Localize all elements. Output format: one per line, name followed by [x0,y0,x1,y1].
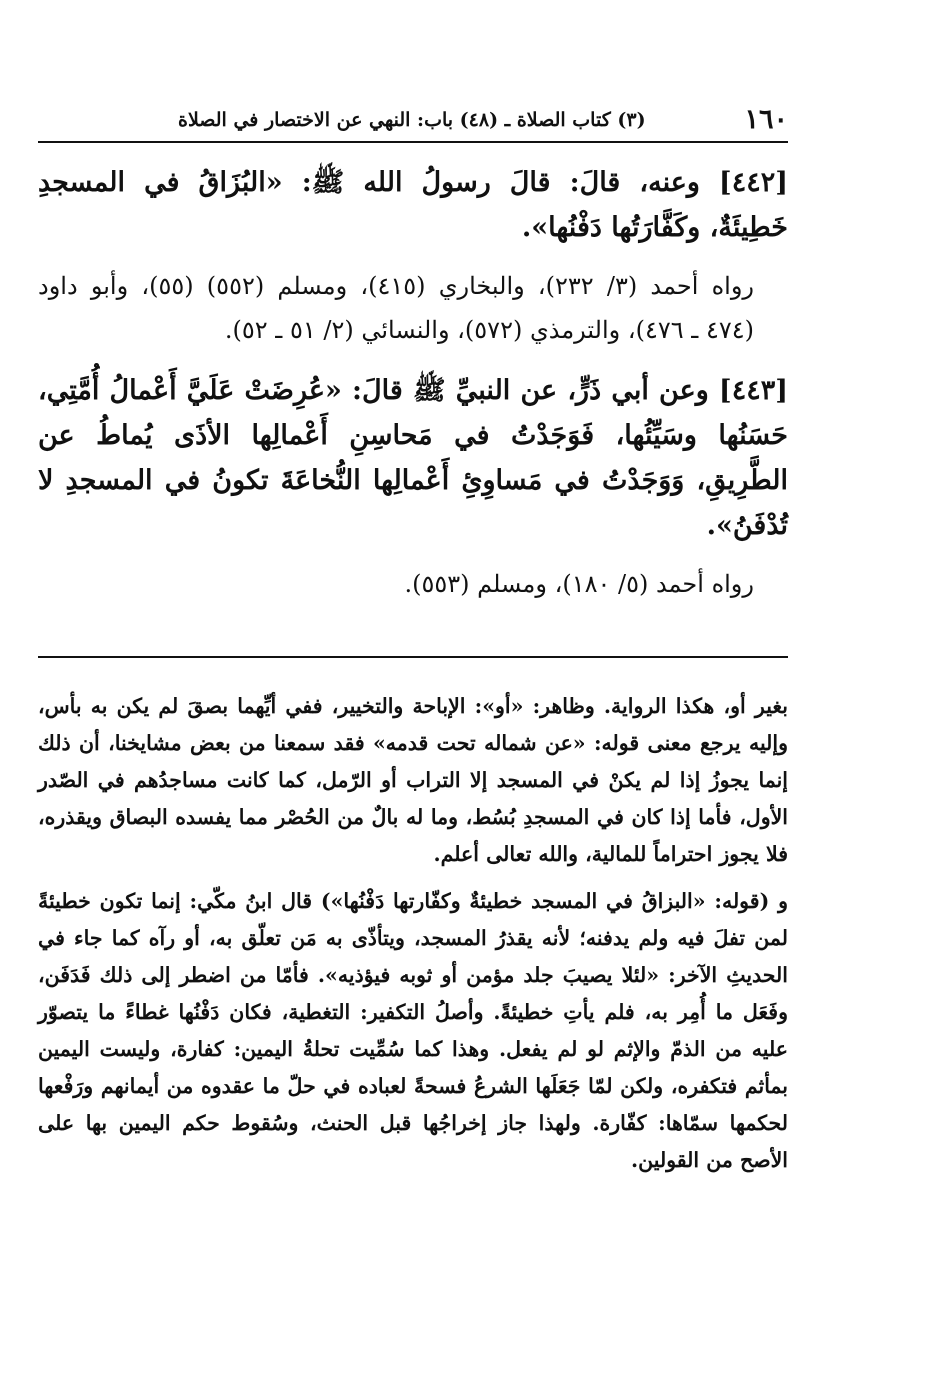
hadith-442: [٤٤٢] وعنه، قالَ: قالَ رسولُ الله ﷺ: «البُزَاقُ في المسجدِ خَطِيئَةٌ، وكَفَّارَتُها دَفْنُها». [38,167,788,243]
commentary [38,688,788,1189]
takhrij-442: رواه أحمد (٣/ ٢٣٢)، والبخاري (٤١٥)، ومسلم (٥٥٢) (٥٥)، وأبو داود (٤٧٤ ـ ٤٧٦)، والترمذي (٥٧٢)، والنسائي (٢/ ٥١ ـ ٥٢). [38,272,755,344]
hadith-443: [٤٤٣] وعن أبي ذَرٍّ، عن النبيِّ ﷺ قالَ: «عُرِضَتْ عَلَيَّ أَعْمالُ أُمَّتِي، حَسَنُها وسَيِّئُها، فَوَجَدْتُ في مَحاسِنِ أَعْمالِها الأذَى يُماطُ عن الطَّرِيقِ، وَوَجَدْتُ في مَساوِئِ أَعْمالِها النُّخاعَةَ تكونُ في المسجدِ لا تُدْفَنُ». [38,375,788,541]
page-number: ١٦٠ [744,104,788,135]
takhrij-443: رواه أحمد (٥/ ١٨٠)، ومسلم (٥٥٣). [404,570,754,598]
commentary-paragraph-1: بغير أو، هكذا الرواية. وظاهر: «أو»: الإباحة والتخيير، ففي أيِّهما بصقَ لم يكن به بأس، وإليه يرجع معنى قوله: «عن شماله تحت قدمه» فقد سمعنا من بعض مشايخنا، أن ذلك إنما يجوزُ إذا لم يكنْ في المسجد إلا التراب أو الرّمل، كما كانت مساجدُهم في الصّدر الأول، فأما إذا كان في المسجدِ بُسُط، وما له بالٌ من الحُصْر مما يفسده البصاق ويقذره، فلا يجوز احتراماً للمالية، والله تعالى أعلم. [38,694,788,866]
main-text [38,160,788,622]
running-head [38,96,788,136]
running-head-title: (٣) كتاب الصلاة ـ (٤٨) باب: النهي عن الاختصار في الصلاة [178,109,646,131]
header-divider [38,141,788,143]
commentary-paragraph-2: و (قوله: «البزاقُ في المسجد خطيئةٌ وكفّارتها دَفْنُها») قال ابنُ مكّي: إنما تكون خطيئةً لمن تفلَ فيه ولم يدفنه؛ لأنه يقذرُ المسجد، ويتأذّى به مَن تعلّق به، أو رآه كما جاء في الحديثِ الآخر: «لئلا يصيبَ جلد مؤمن أو ثوبه فيؤذيه». فأمّا من اضطر إلى ذلك فَدَفَن، وفَعَل ما أُمِر به، فلم يأتِ خطيئةً. وأصلُ التكفير: التغطية، فكان دَفْنُها غطاءً ما يتصوّر عليه من الذمّ والإثم لو لم يفعل. وهذا كما سُمِّيت تحلةُ اليمين: كفارة، وليست اليمين بمأثم فتكفره، ولكن لمّا جَعَلَها الشرعُ فسحةً لعباده في حلّ ما عقدوه من أيمانهم ورَفْعها لحكمها سمّاها: كفّارة. ولهذا جاز إخراجُها قبل الحنث، وسُقوط حكم اليمين بها على الأصح من القولين. [38,889,788,1172]
footnote-divider [38,656,788,658]
